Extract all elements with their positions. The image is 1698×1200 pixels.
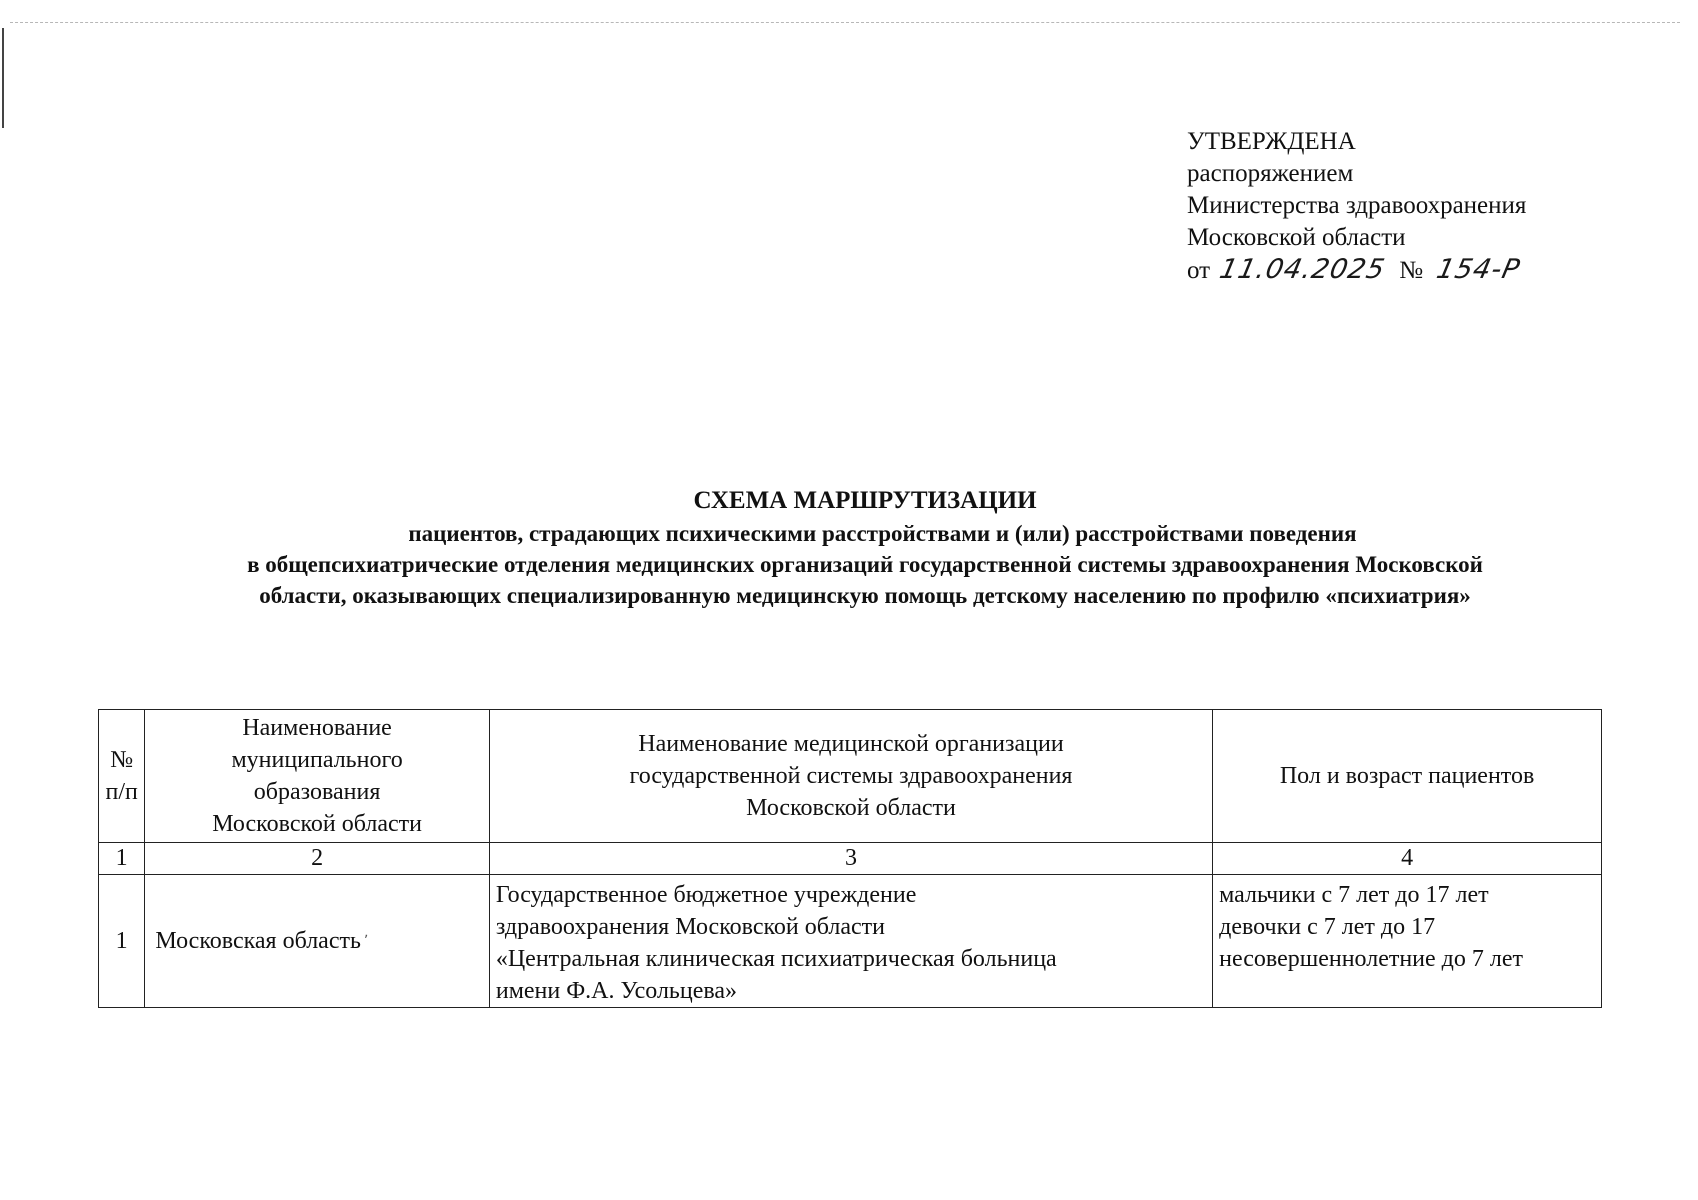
- header-organization-line: Московской области: [746, 795, 956, 821]
- approval-ministry: Министерства здравоохранения: [1187, 192, 1527, 219]
- title-line-1: пациентов, страдающих психическими расстройствами и (или) расстройствами поведения: [408, 521, 1357, 546]
- document-title: [80, 484, 1650, 611]
- header-organization: [489, 710, 1212, 843]
- approval-date-handwritten: 11.04.2025: [1217, 254, 1389, 285]
- patients-line: девочки с 7 лет до 17: [1219, 914, 1436, 940]
- header-municipality-line: образования: [253, 779, 381, 805]
- approval-number-sign: №: [1399, 257, 1424, 284]
- table-row: [99, 875, 1602, 1008]
- column-number: 2: [145, 843, 490, 875]
- row-municipality: [145, 875, 490, 1008]
- patients-line: мальчики с 7 лет до 17 лет: [1219, 882, 1489, 908]
- organization-line: «Центральная клиническая психиатрическая больница: [495, 946, 1057, 972]
- row-patients: [1213, 875, 1602, 1008]
- organization-line: Государственное бюджетное учреждение: [495, 882, 917, 908]
- municipality-text: Московская область: [155, 928, 361, 954]
- title-line-2: в общепсихиатрические отделения медицинских организаций государственной системы здравоохранения Московской: [247, 552, 1483, 577]
- approval-block: [1187, 126, 1526, 287]
- header-municipality-line: Наименование: [242, 715, 392, 741]
- routing-table: [98, 709, 1602, 1008]
- row-organization: [489, 875, 1212, 1008]
- title-line-3: области, оказывающих специализированную медицинскую помощь детскому населению по профилю «психиатрия»: [259, 583, 1471, 608]
- row-number: 1: [99, 875, 145, 1008]
- approval-order-type: распоряжением: [1187, 160, 1354, 187]
- scan-mark: ʼ: [363, 933, 369, 949]
- patients-line: несовершеннолетние до 7 лет: [1219, 946, 1524, 972]
- scan-artifact-edge: [2, 28, 4, 128]
- header-patients: [1213, 710, 1602, 843]
- table-column-numbers-row: [99, 843, 1602, 875]
- header-municipality-line: Московской области: [212, 811, 422, 837]
- organization-line: здравоохранения Московской области: [495, 914, 885, 940]
- approval-number-handwritten: 154-Р: [1434, 254, 1524, 285]
- header-municipality: [145, 710, 490, 843]
- approval-date-prefix: от: [1187, 257, 1211, 284]
- header-number: [99, 710, 145, 843]
- header-organization-line: Наименование медицинской организации: [638, 731, 1064, 757]
- header-patients-line: Пол и возраст пациентов: [1279, 763, 1535, 789]
- approval-heading: УТВЕРЖДЕНА: [1187, 128, 1356, 155]
- approval-region: Московской области: [1187, 224, 1406, 251]
- column-number: 1: [99, 843, 145, 875]
- organization-line: имени Ф.А. Усольцева»: [495, 978, 738, 1004]
- header-organization-line: государственной системы здравоохранения: [629, 763, 1073, 789]
- header-number-line: №: [110, 747, 134, 773]
- title-main: СХЕМА МАРШРУТИЗАЦИИ: [693, 487, 1037, 514]
- column-number: 4: [1213, 843, 1602, 875]
- approval-date-line: [1187, 254, 1526, 287]
- table-header-row: [99, 710, 1602, 843]
- header-municipality-line: муниципального: [231, 747, 403, 773]
- header-number-line: п/п: [105, 779, 138, 805]
- scan-artifact-line: [10, 22, 1680, 23]
- column-number: 3: [489, 843, 1212, 875]
